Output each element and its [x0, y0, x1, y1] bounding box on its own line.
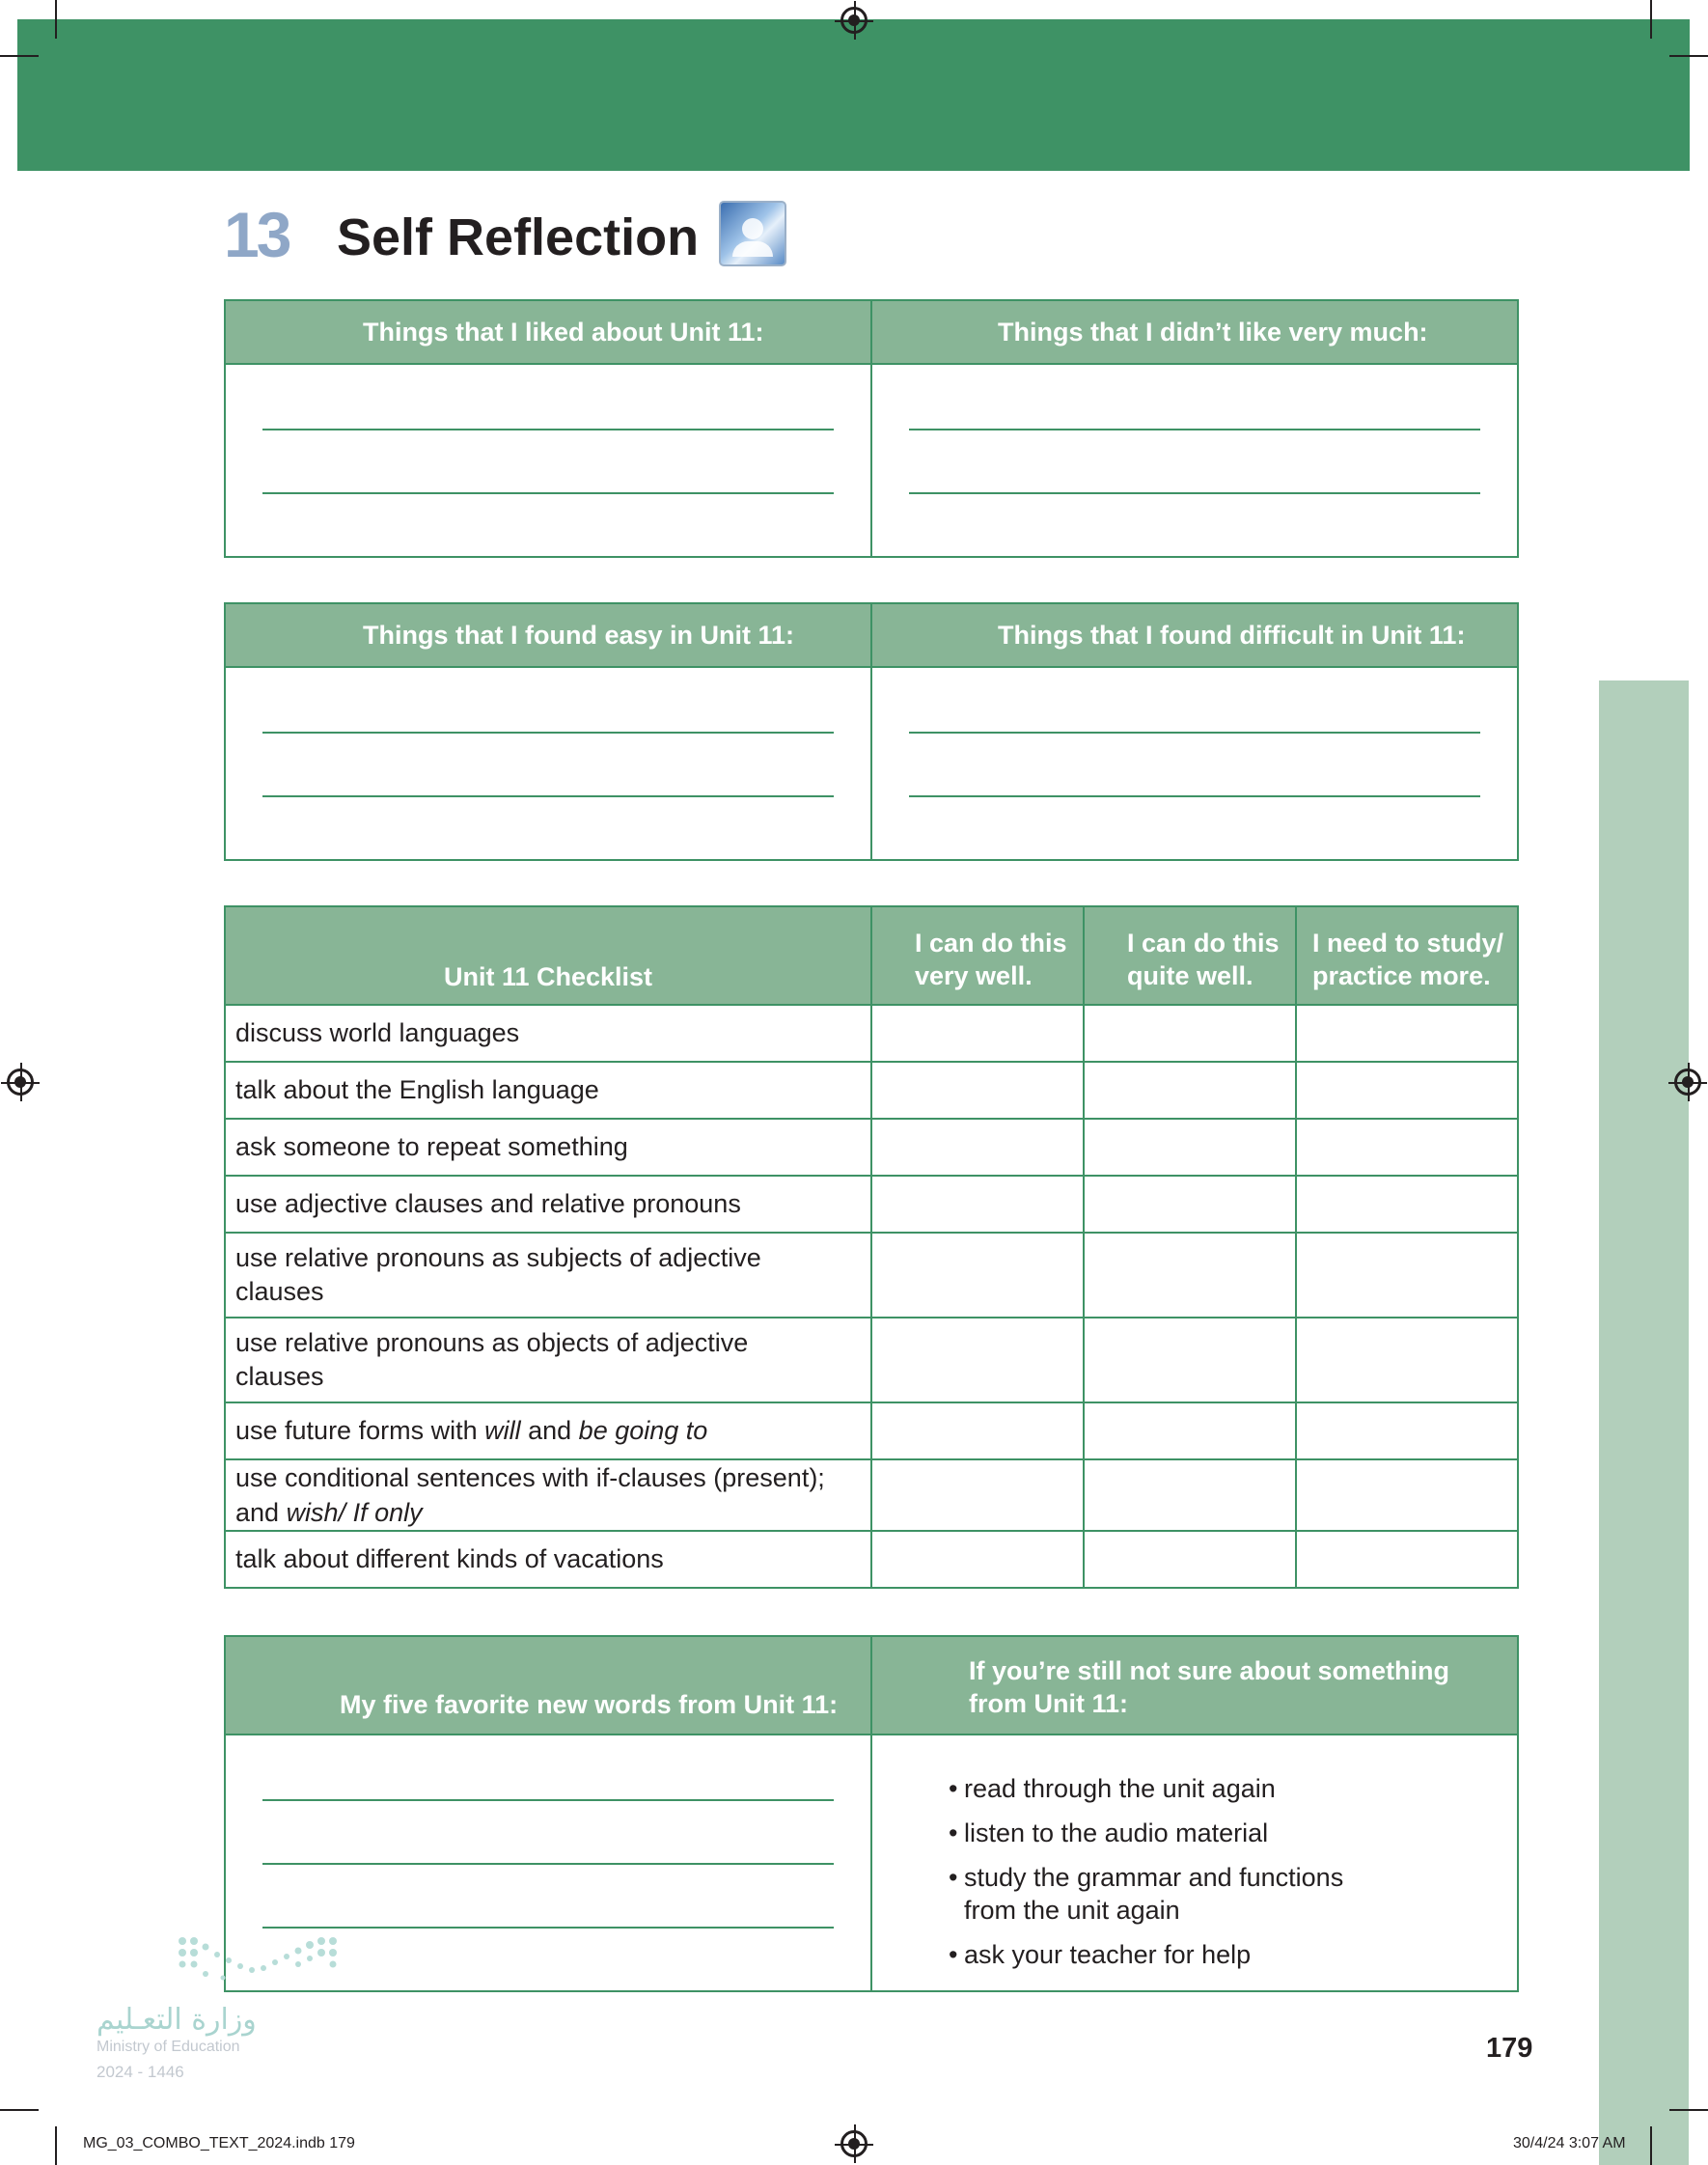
unit-checklist-table	[224, 905, 1519, 1589]
table-row	[225, 1459, 1518, 1531]
registration-mark-icon	[840, 7, 868, 34]
ministry-logo-dots-icon	[179, 1935, 343, 1985]
checkbox-cell[interactable]	[871, 1005, 1084, 1062]
crop-mark	[1650, 2126, 1652, 2165]
crop-mark	[1669, 55, 1708, 57]
table-row	[225, 1062, 1518, 1119]
crop-mark	[0, 2109, 39, 2111]
table-row	[225, 1531, 1518, 1588]
dislikes-header: Things that I didn’t like very much:	[871, 300, 1518, 364]
writing-line	[262, 492, 834, 494]
registration-mark-icon	[1674, 1069, 1701, 1096]
checklist-item: use future forms with will and be going to	[225, 1402, 871, 1459]
writing-line	[262, 429, 834, 430]
checkbox-cell[interactable]	[871, 1318, 1084, 1402]
writing-line	[262, 795, 834, 797]
checkbox-cell[interactable]	[871, 1459, 1084, 1531]
checklist-item: use conditional sentences with if-clauses (present); and wish/ If only	[225, 1459, 871, 1531]
list-item: • listen to the audio material	[964, 1817, 1517, 1849]
list-item: • study the grammar and functions from the unit again	[964, 1861, 1517, 1927]
checkbox-cell[interactable]	[871, 1531, 1084, 1588]
ministry-logo-arabic: وزارة التعـليم	[96, 2003, 257, 2037]
writing-line	[909, 795, 1480, 797]
writing-line	[909, 492, 1480, 494]
checklist-item: discuss world languages	[225, 1005, 871, 1062]
column-very-well: I can do this very well.	[871, 906, 1084, 1005]
words-tips-table	[224, 1635, 1519, 1992]
checkbox-cell[interactable]	[1084, 1402, 1296, 1459]
checklist-item: talk about different kinds of vacations	[225, 1531, 871, 1588]
writing-line	[262, 1863, 834, 1865]
column-study-more: I need to study/ practice more.	[1296, 906, 1518, 1005]
checkbox-cell[interactable]	[1084, 1318, 1296, 1402]
side-color-strip	[1599, 680, 1689, 2165]
checkbox-cell[interactable]	[1084, 1233, 1296, 1318]
checkbox-cell[interactable]	[1084, 1459, 1296, 1531]
writing-line	[262, 1799, 834, 1801]
activity-number: 13	[224, 199, 289, 270]
table-row	[225, 1402, 1518, 1459]
top-color-band	[17, 19, 1690, 171]
easy-header: Things that I found easy in Unit 11:	[225, 603, 871, 667]
checkbox-cell[interactable]	[1296, 1531, 1518, 1588]
writing-line	[262, 732, 834, 734]
checklist-item: use relative pronouns as subjects of adjective clauses	[225, 1233, 871, 1318]
checkbox-cell[interactable]	[871, 1176, 1084, 1233]
checklist-item: talk about the English language	[225, 1062, 871, 1119]
ministry-logo-year: 2024 - 1446	[96, 2063, 184, 2081]
difficult-writing-area[interactable]	[871, 667, 1518, 860]
writing-line	[909, 732, 1480, 734]
checkbox-cell[interactable]	[1084, 1531, 1296, 1588]
crop-mark	[1650, 0, 1652, 39]
writing-line	[262, 1927, 834, 1929]
tips-list	[872, 1735, 1517, 1971]
checkbox-cell[interactable]	[1296, 1233, 1518, 1318]
list-item: • ask your teacher for help	[964, 1938, 1517, 1971]
registration-mark-icon	[7, 1069, 34, 1096]
crop-mark	[0, 55, 39, 57]
checkbox-cell[interactable]	[1296, 1318, 1518, 1402]
difficult-header: Things that I found difficult in Unit 11:	[871, 603, 1518, 667]
likes-writing-area[interactable]	[225, 364, 871, 557]
footer-date: 30/4/24 3:07 AM	[1513, 2135, 1626, 2151]
checkbox-cell[interactable]	[871, 1233, 1084, 1318]
easy-difficult-table	[224, 602, 1519, 861]
crop-mark	[55, 0, 57, 39]
checkbox-cell[interactable]	[871, 1062, 1084, 1119]
dislikes-writing-area[interactable]	[871, 364, 1518, 557]
likes-header: Things that I liked about Unit 11:	[225, 300, 871, 364]
likes-table	[224, 299, 1519, 558]
checklist-item: ask someone to repeat something	[225, 1119, 871, 1176]
footer-file-info: MG_03_COMBO_TEXT_2024.indb 179	[83, 2135, 355, 2151]
table-row	[225, 1005, 1518, 1062]
ministry-logo-english: Ministry of Education	[96, 2039, 240, 2055]
list-item: • read through the unit again	[964, 1772, 1517, 1805]
tips-cell	[871, 1735, 1518, 1991]
checklist-item: use adjective clauses and relative pronouns	[225, 1176, 871, 1233]
checkbox-cell[interactable]	[871, 1119, 1084, 1176]
table-row	[225, 1233, 1518, 1318]
checkbox-cell[interactable]	[1296, 1062, 1518, 1119]
registration-mark-icon	[840, 2130, 868, 2157]
table-row	[225, 1318, 1518, 1402]
not-sure-header: If you’re still not sure about something from Unit 11:	[871, 1636, 1518, 1735]
table-row	[225, 1119, 1518, 1176]
column-quite-well: I can do this quite well.	[1084, 906, 1296, 1005]
page-number: 179	[1486, 2033, 1533, 2064]
crop-mark	[55, 2126, 57, 2165]
self-reflection-icon	[719, 201, 786, 266]
checkbox-cell[interactable]	[1296, 1459, 1518, 1531]
checkbox-cell[interactable]	[1296, 1176, 1518, 1233]
checkbox-cell[interactable]	[871, 1402, 1084, 1459]
easy-writing-area[interactable]	[225, 667, 871, 860]
page-title: Self Reflection	[337, 208, 700, 266]
checkbox-cell[interactable]	[1084, 1119, 1296, 1176]
checkbox-cell[interactable]	[1296, 1119, 1518, 1176]
table-row	[225, 1176, 1518, 1233]
writing-line	[909, 429, 1480, 430]
checkbox-cell[interactable]	[1296, 1402, 1518, 1459]
checklist-title: Unit 11 Checklist	[225, 906, 871, 1005]
favorite-words-header: My five favorite new words from Unit 11:	[225, 1636, 871, 1735]
checkbox-cell[interactable]	[1084, 1062, 1296, 1119]
checkbox-cell[interactable]	[1084, 1005, 1296, 1062]
checklist-item: use relative pronouns as objects of adjective clauses	[225, 1318, 871, 1402]
checkbox-cell[interactable]	[1296, 1005, 1518, 1062]
checkbox-cell[interactable]	[1084, 1176, 1296, 1233]
crop-mark	[1669, 2109, 1708, 2111]
